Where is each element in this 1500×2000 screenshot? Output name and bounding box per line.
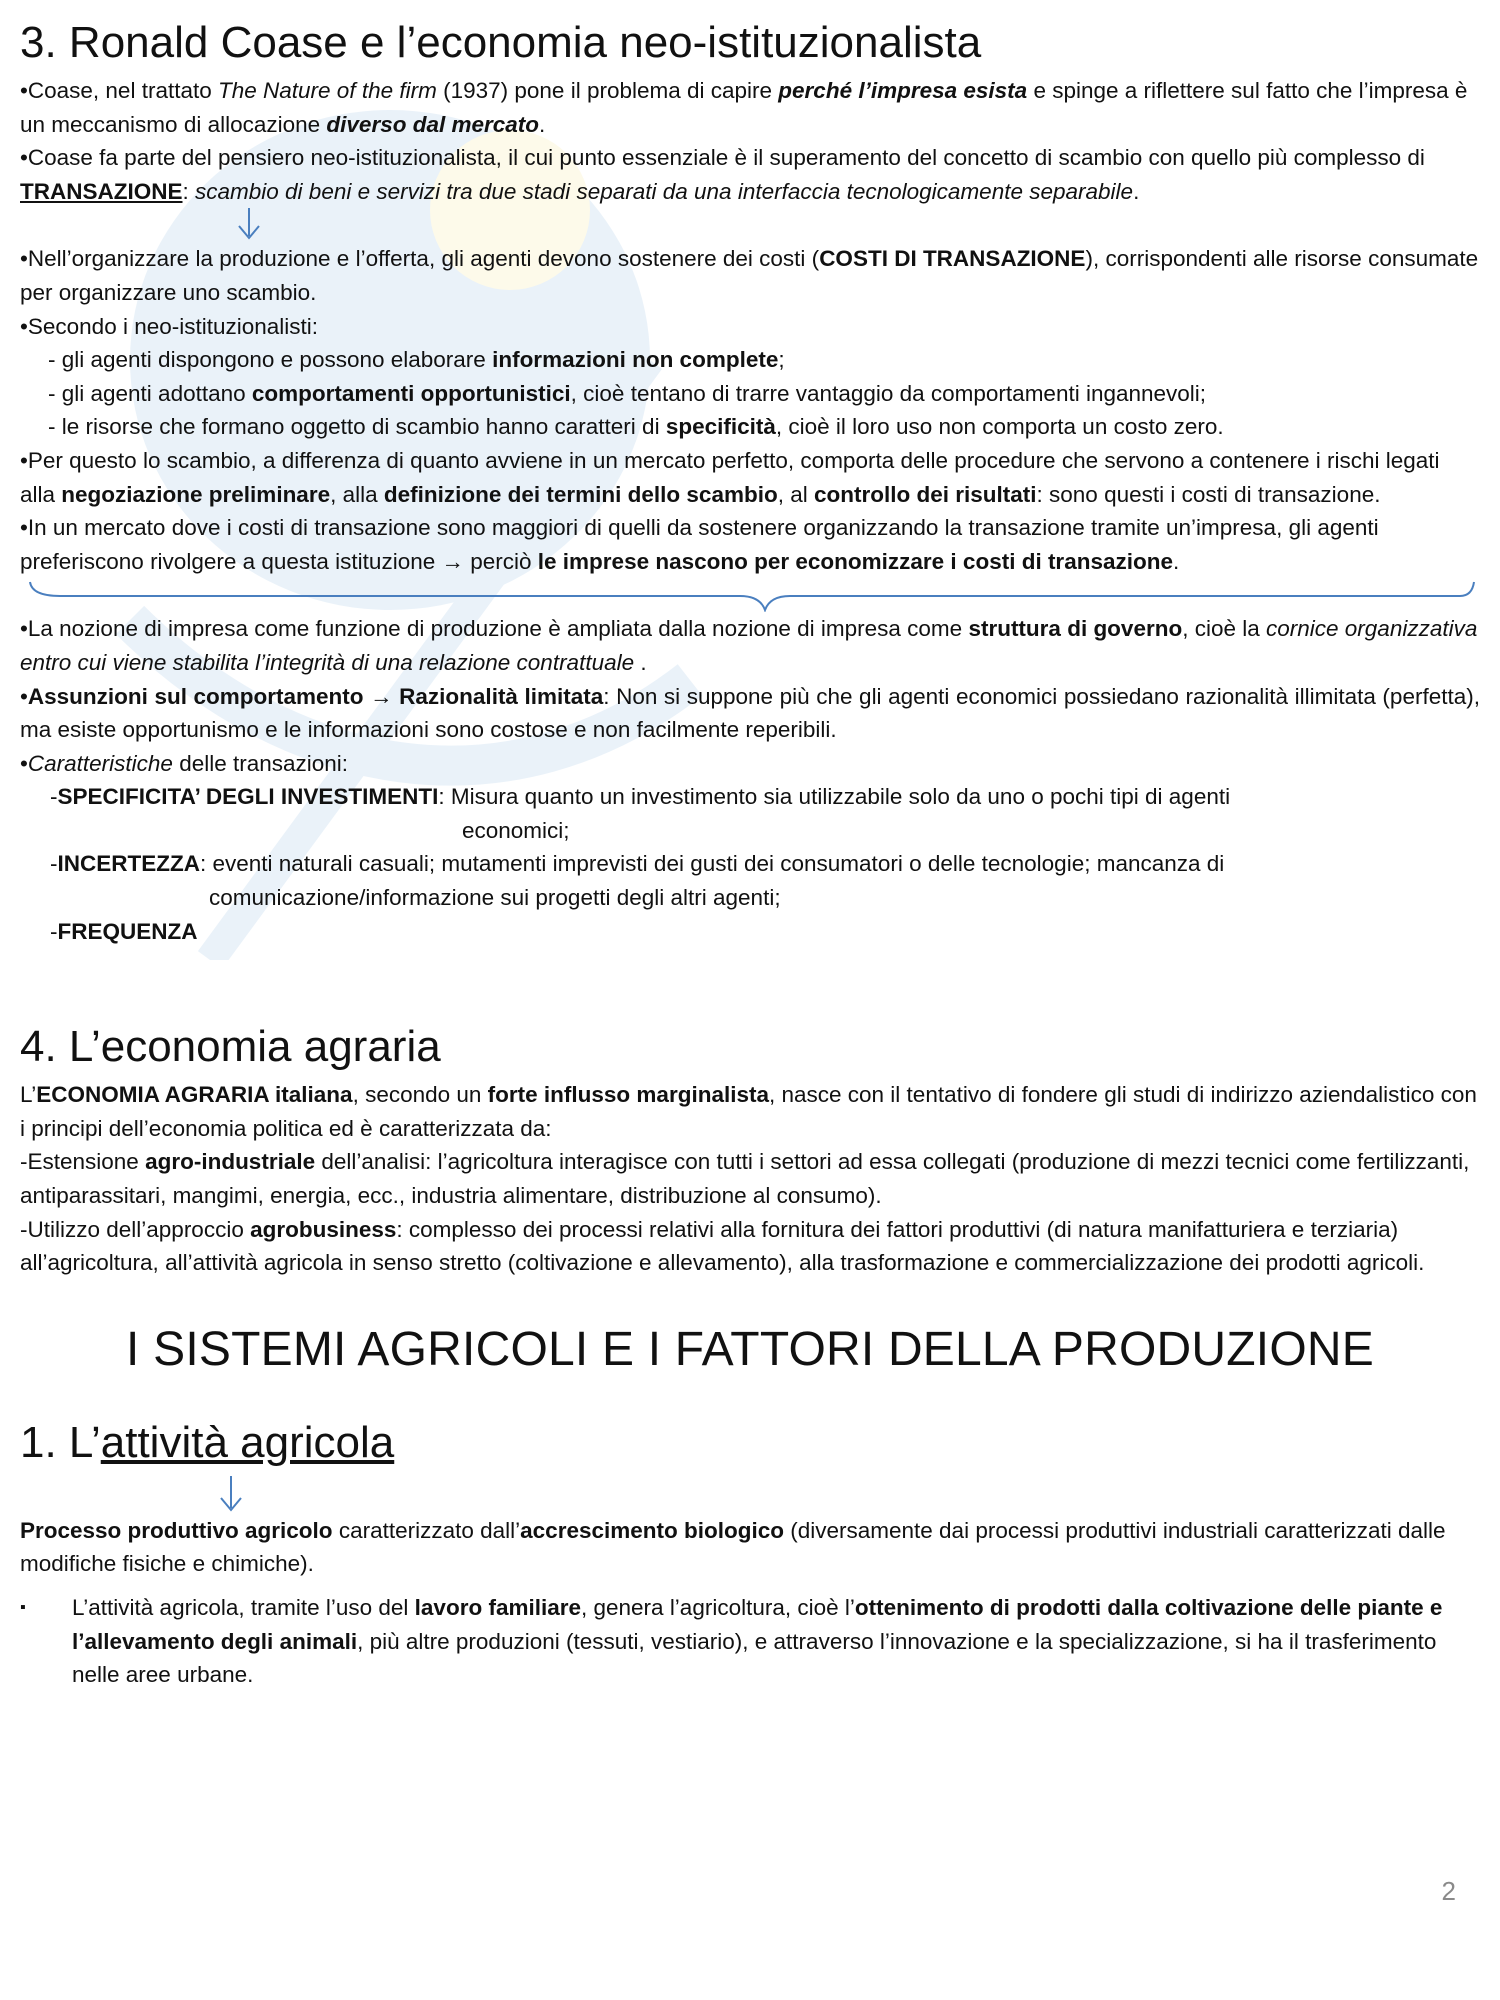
s4-paragraph-3: -Utilizzo dell’approccio agrobusiness: complesso dei processi relativi alla fornitura dei fattori produttivi (di natura manifatturiera e terziaria) all’agricoltura, all’attività agricola in senso stretto (coltivazione e allevamento), alla trasformazione e commercializzazione dei prodotti agricoli. [20, 1216, 1425, 1276]
s3-paragraph-5: •Per questo lo scambio, a differenza di quanto avviene in un mercato perfetto, comporta delle procedure che servono a contenere i rischi legati alla negoziazione preliminare, alla definizione dei termini dello scambio, al controllo dei risultati: sono questi i costi di transazione. [20, 447, 1440, 507]
s3-paragraph-1: •Coase, nel trattato The Nature of the firm (1937) pone il problema di capire perché l’impresa esista e spinge a riflettere sul fatto che l’impresa è un meccanismo di allocazione diverso dal mercato. [20, 78, 1468, 137]
s3-list-item-1: - gli agenti dispongono e possono elaborare informazioni non complete; [48, 347, 785, 373]
section-3-title: 3. Ronald Coase e l’economia neo-istituzionalista [20, 18, 982, 67]
s1-bullet-item [20, 1591, 1480, 1692]
square-bullet-icon: ▪ [20, 1599, 26, 1616]
characteristic-frequency: -FREQUENZA [50, 918, 198, 944]
s3-paragraph-6: •In un mercato dove i costi di transazione sono maggiori di quelli da sostenere organizzando la transazione tramite un’impresa, gli agenti preferiscono rivolgere a questa istituzione → perciò le imprese nascono per economizzare i costi di transazione. [20, 515, 1379, 574]
s3-paragraph-3: •Nell’organizzare la produzione e l’offerta, gli agenti devono sostenere dei costi (COSTI DI TRANSAZIONE), corrispondenti alle risorse consumate per organizzare uno scambio. [20, 246, 1479, 305]
s3-paragraph-8: •Assunzioni sul comportamento → Razionalità limitata: Non si suppone più che gli agenti economici possiedano razionalità illimitata (perfetta), ma esiste opportunismo e le informazioni sono costose e non facilmente reperibili. [20, 683, 1480, 743]
s4-paragraph-2: -Estensione agro-industriale dell’analisi: l’agricoltura interagisce con tutti i settori ad essa collegati (produzione di mezzi tecnici come fertilizzanti, antiparassitari, mangimi, energia, ecc., industria alimentare, distribuzione al consumo). [20, 1149, 1470, 1209]
page-number: 2 [1441, 1876, 1456, 1906]
s3-paragraph-2: •Coase fa parte del pensiero neo-istituzionalista, il cui punto essenziale è il superamento del concetto di scambio con quello più complesso di TRANSAZIONE: scambio di beni e servizi tra due stadi separati da una interfaccia tecnologicamente separabile. [20, 145, 1425, 204]
characteristic-uncertainty: -INCERTEZZA: eventi naturali casuali; mutamenti imprevisti dei gusti dei consumatori o delle tecnologie; mancanza di [50, 851, 1225, 877]
chapter-title: I SISTEMI AGRICOLI E I FATTORI DELLA PRODUZIONE [126, 1322, 1374, 1376]
document-content [20, 8, 1480, 1692]
s3-list-item-3: - le risorse che formano oggetto di scambio hanno caratteri di specificità, cioè il loro uso non comporta un costo zero. [48, 414, 1224, 440]
section-1-title: 1. L’attività agricola [20, 1417, 395, 1467]
characteristic-specificity-cont: economici; [462, 817, 570, 843]
right-arrow-icon: → [370, 683, 393, 709]
s1-bullet-text: L’attività agricola, tramite l’uso del lavoro familiare, genera l’agricoltura, cioè l’ottenimento di prodotti dalla coltivazione delle piante e l’allevamento degli animali, più altre produzioni (tessuti, vestiario), e attraverso l’innovazione e la specializzazione, si ha il trasferimento nelle aree urbane. [72, 1595, 1443, 1688]
s3-list-item-2: - gli agenti adottano comportamenti opportunistici, cioè tentano di trarre vantaggio da comportamenti ingannevoli; [48, 380, 1207, 406]
s3-paragraph-7: •La nozione di impresa come funzione di produzione è ampliata dalla nozione di impresa come struttura di governo, cioè la cornice organizzativa entro cui viene stabilita l’integrità di una relazione contrattuale . [20, 616, 1478, 675]
right-arrow-icon: → [441, 548, 464, 574]
curly-brace-decoration [20, 578, 1480, 612]
s3-paragraph-4: •Secondo i neo-istituzionalisti: [20, 313, 319, 339]
s1-paragraph-1: Processo produttivo agricolo caratterizzato dall’accrescimento biologico (diversamente dai processi produttivi industriali caratterizzati dalle modifiche fisiche e chimiche). [20, 1517, 1446, 1577]
characteristic-uncertainty-cont: comunicazione/informazione sui progetti degli altri agenti; [209, 885, 781, 911]
down-arrow-icon [20, 1474, 1480, 1514]
characteristic-specificity: -SPECIFICITA’ DEGLI INVESTIMENTI: Misura quanto un investimento sia utilizzabile solo da uno o pochi tipi di agenti [50, 784, 1231, 810]
s4-paragraph-1: L’ECONOMIA AGRARIA italiana, secondo un forte influsso marginalista, nasce con il tentativo di fondere gli studi di indirizzo aziendalistico con i principi dell’economia politica ed è caratterizzata da: [20, 1082, 1477, 1141]
down-arrow-icon [20, 208, 1480, 242]
section-4-title: 4. L’economia agraria [20, 1022, 441, 1072]
s3-paragraph-9: •Caratteristiche delle transazioni: [20, 750, 349, 776]
